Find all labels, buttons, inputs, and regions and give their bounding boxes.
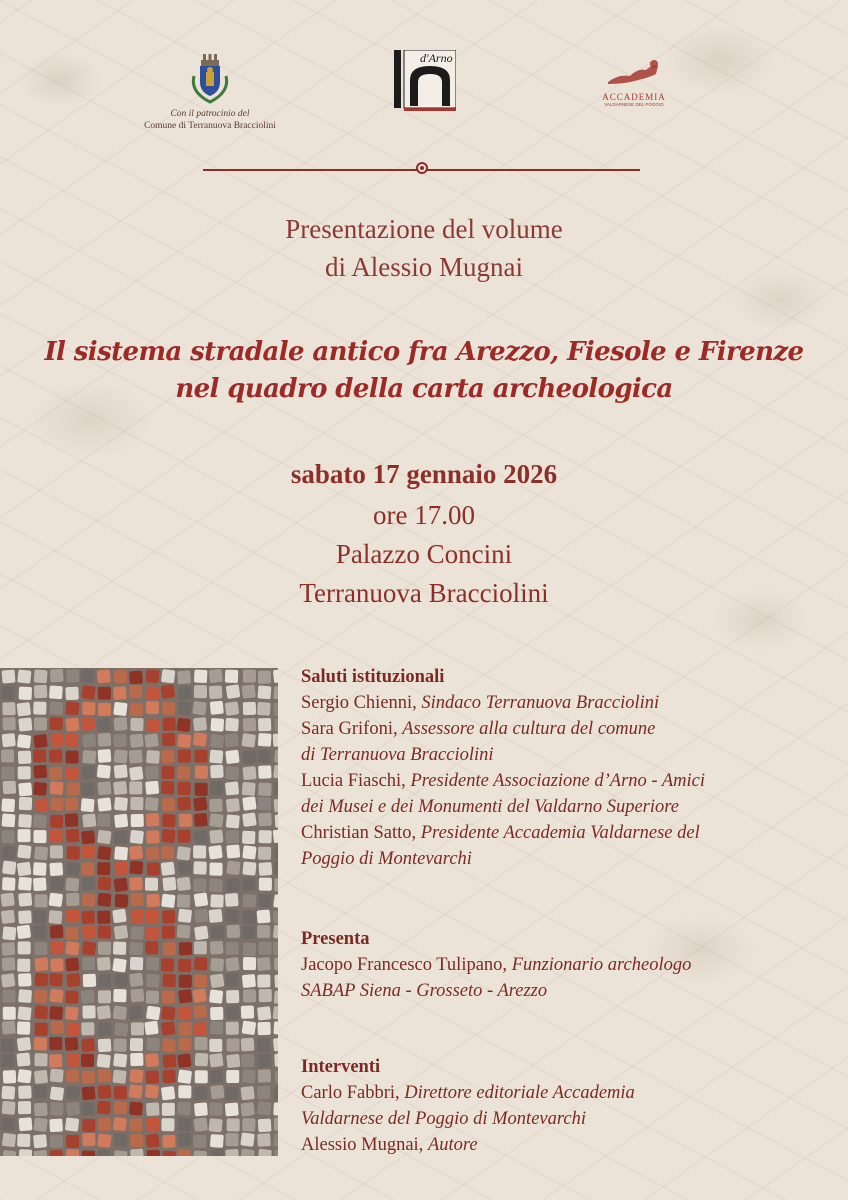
patronage-line-2: Comune di Terranuova Bracciolini bbox=[144, 121, 276, 131]
darno-logo-text: d'Arno bbox=[420, 51, 453, 65]
book-title-line-2: nel quadro della carta archeologica bbox=[175, 374, 673, 404]
speaker-role-cont: SABAP Siena - Grosseto - Arezzo bbox=[301, 981, 548, 1001]
reclining-figure-icon bbox=[604, 56, 664, 86]
speaker-role: Assessore alla cultura del comune bbox=[402, 719, 656, 739]
speaker-role: Direttore editoriale Accademia bbox=[404, 1083, 635, 1103]
speaker-role: Autore bbox=[427, 1135, 478, 1155]
speaker-name: Christian Satto, bbox=[301, 823, 417, 843]
speaker-role-cont: di Terranuova Bracciolini bbox=[301, 745, 494, 765]
greeting-entry bbox=[301, 690, 821, 716]
speaker-role: Sindaco Terranuova Bracciolini bbox=[421, 693, 660, 713]
speaker-role-cont: Poggio di Montevarchi bbox=[301, 849, 472, 869]
presentation-line-1: Presentazione del volume bbox=[285, 214, 563, 244]
speaker-role: Funzionario archeologo bbox=[511, 955, 692, 975]
talk-entry bbox=[301, 1132, 821, 1158]
presenter-section bbox=[301, 926, 821, 1004]
accademia-subtitle: VALDARNESE DEL POGGIO bbox=[604, 102, 664, 107]
event-time: ore 17.00 bbox=[373, 500, 475, 530]
book-title bbox=[0, 334, 848, 408]
accademia-name: ACCADEMIA bbox=[602, 92, 666, 102]
presenter-entry bbox=[301, 952, 821, 1004]
divider-ornament bbox=[416, 162, 428, 174]
greeting-entry bbox=[301, 716, 821, 768]
talk-entry bbox=[301, 1080, 821, 1132]
talks-heading: Interventi bbox=[301, 1057, 381, 1077]
presenter-heading: Presenta bbox=[301, 929, 370, 949]
greeting-entry bbox=[301, 768, 821, 820]
darno-logo bbox=[394, 50, 456, 114]
speaker-role-cont: Valdarnese del Poggio di Montevarchi bbox=[301, 1109, 586, 1129]
speaker-name: Sara Grifoni, bbox=[301, 719, 398, 739]
greeting-entry bbox=[301, 820, 821, 872]
greetings-heading: Saluti istituzionali bbox=[301, 667, 445, 687]
greetings-section bbox=[301, 664, 821, 872]
speaker-name: Lucia Fiaschi, bbox=[301, 771, 406, 791]
presentation-heading bbox=[0, 210, 848, 286]
accademia-logo bbox=[598, 56, 670, 107]
presentation-line-2: di Alessio Mugnai bbox=[324, 252, 523, 282]
patronage-line-1: Con il patrocinio del bbox=[170, 109, 250, 119]
speaker-name: Sergio Chienni, bbox=[301, 693, 417, 713]
municipality-logo bbox=[130, 46, 290, 132]
speaker-role: Presidente Associazione d’Arno - Amici bbox=[410, 771, 706, 791]
event-date: sabato 17 gennaio 2026 bbox=[290, 459, 558, 489]
event-city: Terranuova Bracciolini bbox=[299, 578, 549, 608]
speaker-role: Presidente Accademia Valdarnese del bbox=[420, 823, 700, 843]
speaker-name: Alessio Mugnai, bbox=[301, 1135, 424, 1155]
crest-icon bbox=[188, 46, 232, 104]
speaker-name: Carlo Fabbri, bbox=[301, 1083, 400, 1103]
speaker-name: Jacopo Francesco Tulipano, bbox=[301, 955, 508, 975]
mosaic-image bbox=[0, 668, 278, 1156]
event-venue: Palazzo Concini bbox=[335, 539, 513, 569]
talks-section bbox=[301, 1054, 821, 1158]
speaker-role-cont: dei Musei e dei Monumenti del Valdarno Superiore bbox=[301, 797, 679, 817]
book-title-line-1: Il sistema stradale antico fra Arezzo, Fiesole e Firenze bbox=[44, 337, 804, 367]
